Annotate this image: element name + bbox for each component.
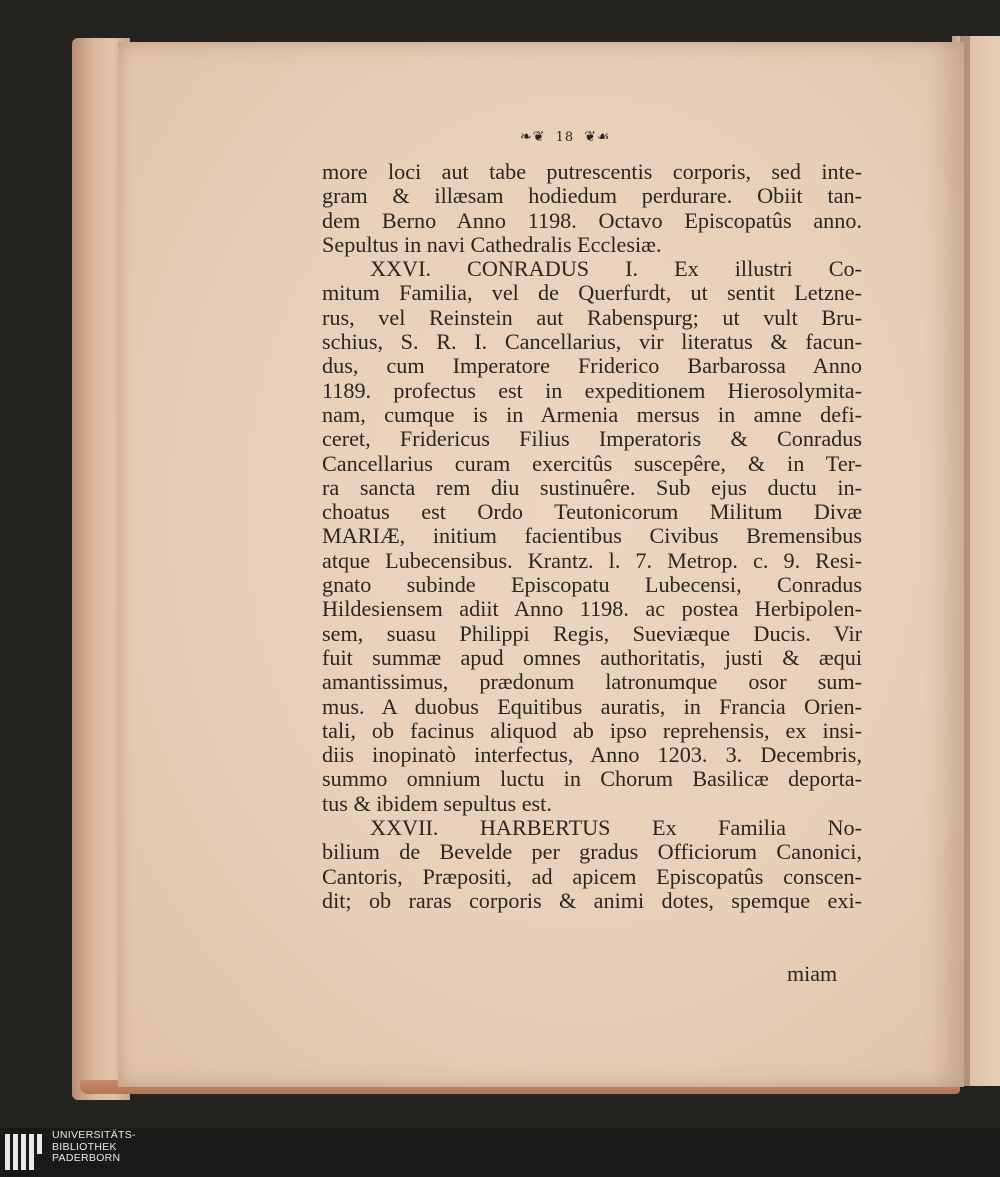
text-line: nam, cumque is in Armenia mersus in amne defi- <box>322 402 862 427</box>
text-line: Hildesiensem adiit Anno 1198. ac postea Herbipolen- <box>322 597 862 622</box>
section-heading-line: XXVII. HARBERTUS Ex Familia No- <box>370 816 862 841</box>
section-heading-line: XXVI. CONRADUS I. Ex illustri Co- <box>370 257 862 282</box>
text-line: tali, ob facinus aliquod ab ipso reprehensis, ex insi- <box>322 718 862 743</box>
text-line: schius, S. R. I. Cancellarius, vir literatus & facun- <box>322 330 862 355</box>
text-line: dus, cum Imperatore Friderico Barbarossa Anno <box>322 354 862 379</box>
text-line: diis inopinatò interfectus, Anno 1203. 3. Decembris, <box>322 743 862 768</box>
text-line: bilium de Bevelde per gradus Officiorum Canonici, <box>322 840 862 865</box>
logo-line-3: PADERBORN <box>52 1152 121 1164</box>
text-line: atque Lubecensibus. Krantz. l. 7. Metrop. c. 9. Resi- <box>322 548 862 573</box>
text-line: dem Berno Anno 1198. Octavo Episcopatûs anno. <box>322 208 862 233</box>
text-line: tus & ibidem sepultus est. <box>322 791 552 816</box>
text-line: choatus est Ordo Teutonicorum Militum Divæ <box>322 500 862 525</box>
text-line: gram & illæsam hodiedum perdurare. Obiit tan- <box>322 184 862 209</box>
text-line: ceret, Fridericus Filius Imperatoris & Conradus <box>322 427 862 452</box>
text-line: sem, suasu Philippi Regis, Sueviæque Ducis. Vir <box>322 621 862 646</box>
text-line: fuit summæ apud omnes authoritatis, justi & æqui <box>322 645 862 670</box>
text-line: 1189. profectus est in expeditionem Hierosolymita- <box>322 378 862 403</box>
text-line: Sepultus in navi Cathedralis Ecclesiæ. <box>322 232 662 257</box>
text-line: MARIÆ, initium facientibus Civibus Bremensibus <box>322 524 862 549</box>
page-number: 18 <box>555 130 575 145</box>
text-line: mus. A duobus Equitibus auratis, in Francia Orien- <box>322 694 862 719</box>
body-text <box>322 160 862 913</box>
text-line: ra sancta rem diu sustinuêre. Sub ejus ductu in- <box>322 475 862 500</box>
logo-line-2: BIBLIOTHEK <box>52 1140 117 1153</box>
catchword: miam <box>787 961 838 986</box>
text-line: summo omnium luctu in Chorum Basilicæ deporta- <box>322 767 862 792</box>
logo-line-1: UNIVERSITÄTS- <box>52 1129 136 1141</box>
text-line: Cancellarius curam exercitûs suscepêre, & in Ter- <box>322 451 862 476</box>
library-logo-text <box>52 1130 136 1165</box>
text-line: mitum Familia, vel de Querfurdt, ut sentit Letzne- <box>322 281 862 306</box>
text-line: rus, vel Reinstein aut Rabenspurg; ut vult Bru- <box>322 305 862 330</box>
text-line: amantissimus, prædonum latronumque osor sum- <box>322 670 862 695</box>
ornament-left-icon: ❧❦ <box>520 129 546 145</box>
text-line: gnato subinde Episcopatu Lubecensi, Conradus <box>322 573 862 598</box>
footer-bar <box>0 1128 1000 1177</box>
page-header <box>520 126 610 145</box>
library-logo-icon <box>4 1130 46 1174</box>
text-line: Cantoris, Præpositi, ad apicem Episcopatûs conscen- <box>322 864 862 889</box>
text-line: more loci aut tabe putrescentis corporis, sed inte- <box>322 160 862 184</box>
ornament-right-icon: ❦☙ <box>584 129 611 145</box>
text-line: dit; ob raras corporis & animi dotes, spemque exi- <box>322 888 862 913</box>
